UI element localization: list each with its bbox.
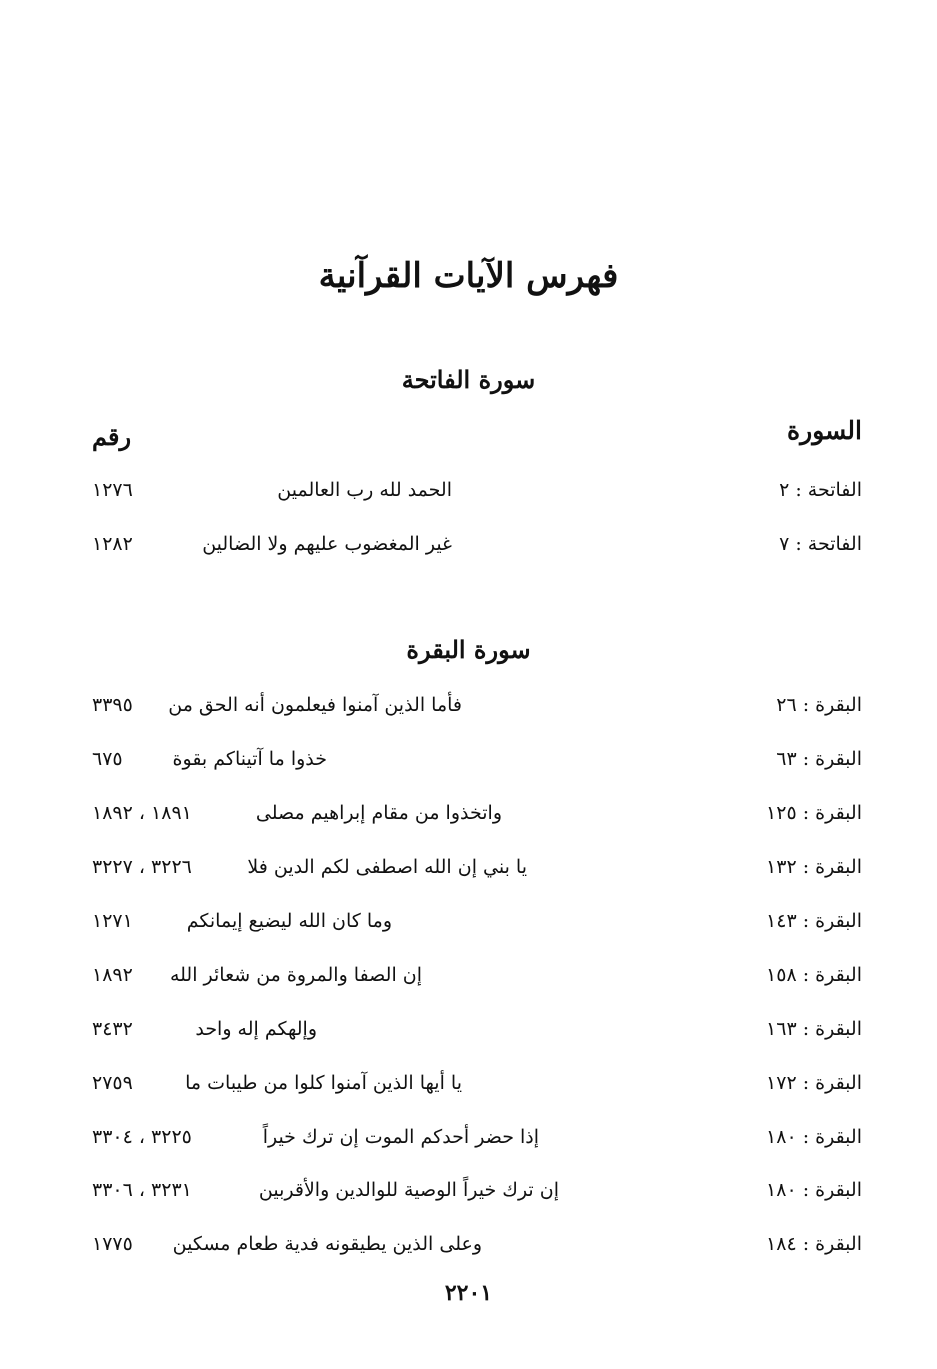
entry-number: ١٢٨٢	[92, 533, 133, 555]
index-entry	[92, 958, 862, 992]
entry-reference: البقرة : ١٨٠	[766, 1179, 862, 1201]
entry-reference: الفاتحة : ٧	[779, 533, 862, 555]
page-title: فهرس الآيات القرآنية	[318, 256, 619, 296]
index-entry	[92, 796, 862, 830]
entry-ayah: خذوا ما آتيناكم بقوة	[172, 748, 327, 770]
entry-number: ٦٧٥	[92, 748, 123, 770]
entry-ayah: الحمد لله رب العالمين	[277, 479, 452, 501]
entry-reference: البقرة : ١٥٨	[766, 964, 862, 986]
entry-number: ٣٢٣١ ، ٣٣٠٦	[92, 1179, 192, 1201]
entry-number: ١٢٧٦	[92, 479, 133, 501]
entry-reference: البقرة : ١٦٣	[766, 1018, 862, 1040]
entry-reference: البقرة : ١٧٢	[766, 1072, 862, 1094]
column-headers	[92, 416, 862, 456]
section-heading-baqarah: سورة البقرة	[406, 635, 531, 664]
index-entry	[92, 742, 862, 776]
entry-number: ١٨٩٢	[92, 964, 133, 986]
entry-number: ٣٢٢٥ ، ٣٣٠٤	[92, 1126, 192, 1148]
entry-ayah: فأما الذين آمنوا فيعلمون أنه الحق من	[168, 694, 462, 716]
entry-reference: البقرة : ٦٣	[776, 748, 862, 770]
entry-number: ١٨٩١ ، ١٨٩٢	[92, 802, 192, 824]
index-entry	[92, 850, 862, 884]
entry-number: ٣٤٣٢	[92, 1018, 133, 1040]
entry-reference: البقرة : ١٨٠	[766, 1126, 862, 1148]
index-entry	[92, 473, 862, 507]
index-entry	[92, 688, 862, 722]
index-entry	[92, 1066, 862, 1100]
index-entry	[92, 1173, 862, 1207]
entry-ayah: غير المغضوب عليهم ولا الضالين	[202, 533, 452, 555]
entry-reference: الفاتحة : ٢	[779, 479, 862, 501]
entry-number: ٣٢٢٦ ، ٣٢٢٧	[92, 856, 192, 878]
index-entry	[92, 1012, 862, 1046]
surah-column-header: السورة	[787, 416, 862, 445]
entry-ayah: واتخذوا من مقام إبراهيم مصلى	[255, 802, 502, 824]
entry-number: ١٢٧١	[92, 910, 133, 932]
entry-number: ٢٧٥٩	[92, 1072, 133, 1094]
entry-ayah: إذا حضر أحدكم الموت إن ترك خيراً	[262, 1126, 539, 1148]
entry-reference: البقرة : ٢٦	[776, 694, 862, 716]
section-heading-fatiha: سورة الفاتحة	[401, 365, 536, 394]
entry-ayah: إن الصفا والمروة من شعائر الله	[169, 964, 422, 986]
entry-number: ١٧٧٥	[92, 1233, 133, 1255]
entry-ayah: وعلى الذين يطيقونه فدية طعام مسكين	[172, 1233, 482, 1255]
index-entry	[92, 1120, 862, 1154]
entry-number: ٣٣٩٥	[92, 694, 133, 716]
index-entry	[92, 1227, 862, 1261]
entry-reference: البقرة : ١٨٤	[766, 1233, 862, 1255]
entry-reference: البقرة : ١٣٢	[766, 856, 862, 878]
index-entry	[92, 527, 862, 561]
entry-ayah: وما كان الله ليضيع إيمانكم	[186, 910, 392, 932]
number-column-header: رقم	[92, 422, 132, 451]
entry-ayah: وإلهكم إله واحد	[195, 1018, 317, 1040]
index-entry	[92, 904, 862, 938]
page-number: ٢٢٠١	[444, 1280, 493, 1306]
entry-ayah: يا بني إن الله اصطفى لكم الدين فلا	[247, 856, 527, 878]
entry-ayah: يا أيها الذين آمنوا كلوا من طيبات ما	[185, 1072, 462, 1094]
entry-reference: البقرة : ١٤٣	[766, 910, 862, 932]
entry-ayah: إن ترك خيراً الوصية للوالدين والأقربين	[258, 1179, 559, 1201]
entry-reference: البقرة : ١٢٥	[766, 802, 862, 824]
